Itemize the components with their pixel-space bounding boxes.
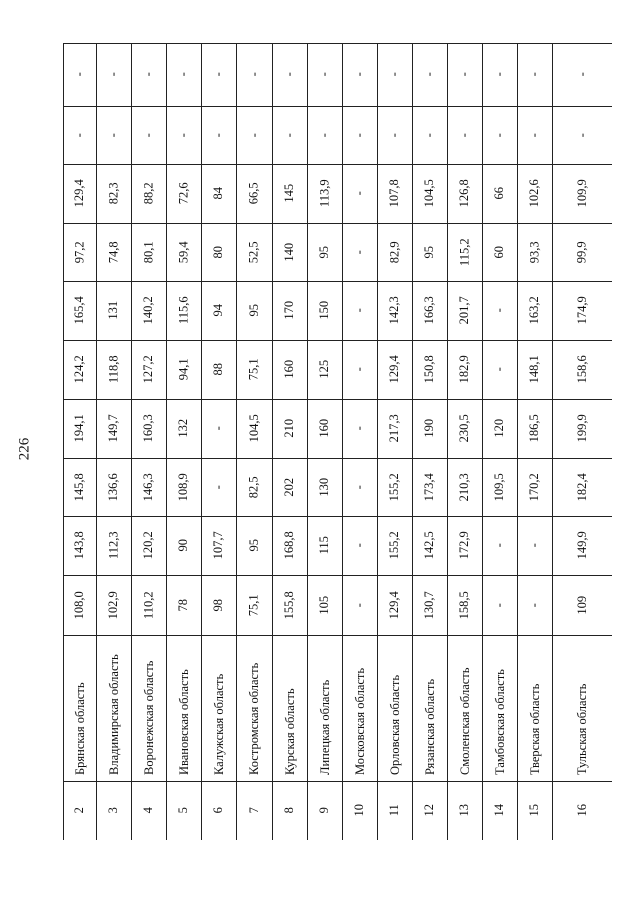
cell-text: 4 [141,807,156,814]
cell-text: - [492,132,507,138]
cell-text: 166,3 [422,296,437,325]
cell-text: 102,6 [527,179,542,208]
cell-text: Орловская область [387,674,402,775]
cell-text: - [317,72,332,77]
cell-text: 202 [282,477,297,497]
cell-text: 102,9 [106,590,121,620]
cell-text: - [106,72,121,77]
cell-text: - [492,602,507,608]
cell-text: 130 [317,477,332,497]
cell-text: 125 [317,360,332,379]
cell-text: - [527,72,542,77]
cell-text: 173,4 [422,472,437,502]
cell-text: 95 [317,245,332,259]
cell-text: Калужская область [211,673,226,775]
cell-text: - [72,72,87,77]
cell-text: 105 [317,595,332,615]
cell-text: - [282,72,297,77]
cell-text: 145 [282,184,297,203]
cell-text: 13 [457,804,472,817]
cell-text: - [574,132,589,138]
cell-text: 97,2 [72,241,87,263]
cell-text: Тульская область [574,683,589,775]
cell-text: Курская область [282,688,297,775]
cell-text: - [352,72,367,77]
cell-text: 186,5 [527,414,542,443]
cell-text: 129,4 [387,590,402,620]
cell-text: - [492,72,507,77]
cell-text: Московская область [352,667,367,775]
cell-text: - [246,132,261,138]
cell-text: 8 [282,807,297,814]
cell-text: 142,3 [387,296,402,325]
cell-text: 109,9 [574,179,589,208]
cell-text: 82,9 [387,241,402,263]
cell-text: 199,9 [574,414,589,443]
cell-text: - [211,132,226,138]
cell-text: 150 [317,301,332,320]
cell-text: 120,2 [141,531,156,560]
cell-text: 104,5 [246,414,261,443]
cell-text: 98 [211,598,226,612]
cell-text: 66 [492,187,507,200]
cell-text: 168,8 [282,531,297,560]
cell-text: 165,4 [72,296,87,325]
cell-text: Воронежская область [141,660,156,775]
cell-text: 230,5 [457,414,472,443]
cell-text: 99,9 [574,241,589,263]
cell-text: Рязанская область [422,678,437,775]
cell-text: 75,1 [246,594,261,616]
cell-text: - [422,72,437,77]
cell-text: 107,8 [387,179,402,208]
cell-text: - [317,132,332,138]
cell-text: 115,2 [457,238,472,266]
cell-text: 182,4 [574,472,589,502]
cell-text: 136,6 [106,472,121,502]
cell-text: 160,3 [141,414,156,443]
cell-text: 118,8 [106,355,121,384]
cell-text: 95 [246,539,261,552]
cell-text: 182,9 [457,355,472,384]
cell-text: 163,2 [527,296,542,325]
table-grid [63,43,612,840]
cell-text: 130,7 [422,590,437,620]
cell-text: 78 [176,598,191,612]
cell-text: - [352,602,367,608]
cell-text: 2 [72,807,87,814]
cell-text: 66,5 [246,182,261,205]
cell-text: 120 [492,419,507,438]
cell-text: - [492,543,507,548]
cell-text: 11 [387,804,402,817]
page-number: 226 [16,437,33,461]
cell-text: 146,3 [141,472,156,502]
cell-text: - [352,191,367,196]
cell-text: 126,8 [457,179,472,208]
cell-text: - [527,132,542,138]
cell-text: 75,1 [246,358,261,381]
cell-text: 155,8 [282,590,297,620]
cell-text: Смоленская область [457,667,472,775]
cell-text: Тамбовская область [492,669,507,775]
cell-text: - [387,132,402,138]
cell-text: 109 [574,595,589,615]
cell-text: 60 [492,245,507,259]
cell-text: 72,6 [176,182,191,205]
cell-text: 190 [422,419,437,438]
cell-text: - [246,72,261,77]
cell-text: - [106,132,121,138]
cell-text: 143,8 [72,531,87,560]
cell-text: 109,5 [492,472,507,502]
cell-text: 82,5 [246,476,261,498]
cell-text: Брянская область [72,682,87,775]
cell-text: - [527,602,542,608]
cell-text: 150,8 [422,355,437,384]
cell-text: 155,2 [387,531,402,560]
cell-text: 129,4 [72,179,87,208]
cell-text: 170,2 [527,472,542,502]
cell-text: 131 [106,301,121,320]
cell-text: - [387,72,402,77]
cell-text: - [352,367,367,372]
cell-text: 210 [282,419,297,438]
cell-text: 145,8 [72,472,87,502]
cell-text: 170 [282,301,297,320]
cell-text: - [352,484,367,490]
cell-text: - [176,72,191,77]
cell-text: 112,3 [106,531,121,560]
cell-text: - [211,72,226,77]
cell-text: 12 [422,804,437,817]
cell-text: 3 [106,807,121,814]
cell-text: - [282,132,297,138]
cell-text: - [492,308,507,313]
cell-text: Ивановская область [176,669,191,775]
cell-text: 93,3 [527,241,542,263]
cell-text: - [211,426,226,431]
cell-text: - [211,484,226,490]
data-table [63,43,612,840]
cell-text: 94,1 [176,358,191,381]
cell-text: 158,5 [457,590,472,620]
cell-text: 132 [176,419,191,438]
cell-text: 95 [246,304,261,317]
cell-text: 95 [422,245,437,259]
cell-text: 107,7 [211,531,226,560]
cell-text: Владимирская область [106,654,121,775]
cell-text: 142,5 [422,531,437,560]
cell-text: - [352,249,367,255]
cell-text: 113,9 [317,179,332,208]
cell-text: - [574,72,589,77]
cell-text: - [527,543,542,548]
cell-text: 124,2 [72,355,87,384]
cell-text: 149,7 [106,414,121,443]
cell-text: 160 [282,360,297,379]
cell-text: 10 [352,804,367,817]
cell-text: - [352,543,367,548]
cell-text: 115,6 [176,296,191,325]
cell-text: - [352,426,367,431]
cell-text: 160 [317,419,332,438]
cell-text: 158,6 [574,355,589,384]
cell-text: 74,8 [106,241,121,263]
cell-text: - [72,132,87,138]
cell-text: Липецкая область [317,679,332,775]
cell-text: Тверская область [527,683,542,775]
cell-text: 148,1 [527,355,542,384]
cell-text: 6 [211,807,226,814]
cell-text: 94 [211,304,226,317]
cell-text: 80 [211,245,226,259]
cell-text: Костромская область [246,662,261,775]
cell-text: - [422,132,437,138]
cell-text: - [492,367,507,372]
cell-text: 82,3 [106,182,121,205]
cell-text: 80,1 [141,241,156,263]
cell-text: - [141,72,156,77]
cell-text: 155,2 [387,472,402,502]
cell-text: 210,3 [457,472,472,502]
cell-text: 194,1 [72,414,87,443]
cell-text: 104,5 [422,179,437,208]
cell-text: 140,2 [141,296,156,325]
cell-text: 84 [211,187,226,200]
cell-text: 115 [317,536,332,555]
cell-text: 217,3 [387,414,402,443]
cell-text: 108,9 [176,472,191,502]
cell-text: 172,9 [457,531,472,560]
cell-text: 88 [211,363,226,376]
cell-text: 5 [176,807,191,814]
cell-text: 15 [527,804,542,817]
cell-text: 7 [246,807,261,814]
cell-text: 16 [574,804,589,817]
cell-text: 90 [176,539,191,552]
cell-text: - [176,132,191,138]
cell-text: 129,4 [387,355,402,384]
cell-text: 174,9 [574,296,589,325]
cell-text: 52,5 [246,241,261,263]
cell-text: 88,2 [141,182,156,205]
cell-text: 140 [282,242,297,262]
cell-text: - [352,132,367,138]
cell-text: 149,9 [574,531,589,560]
cell-text: - [141,132,156,138]
cell-text: 14 [492,804,507,817]
cell-text: 127,2 [141,355,156,384]
cell-text: - [457,72,472,77]
cell-text: 201,7 [457,296,472,325]
cell-text: 9 [317,807,332,814]
cell-text: - [457,132,472,138]
cell-text: 59,4 [176,241,191,263]
cell-text: - [352,308,367,313]
cell-text: 110,2 [141,591,156,619]
cell-text: 108,0 [72,590,87,620]
